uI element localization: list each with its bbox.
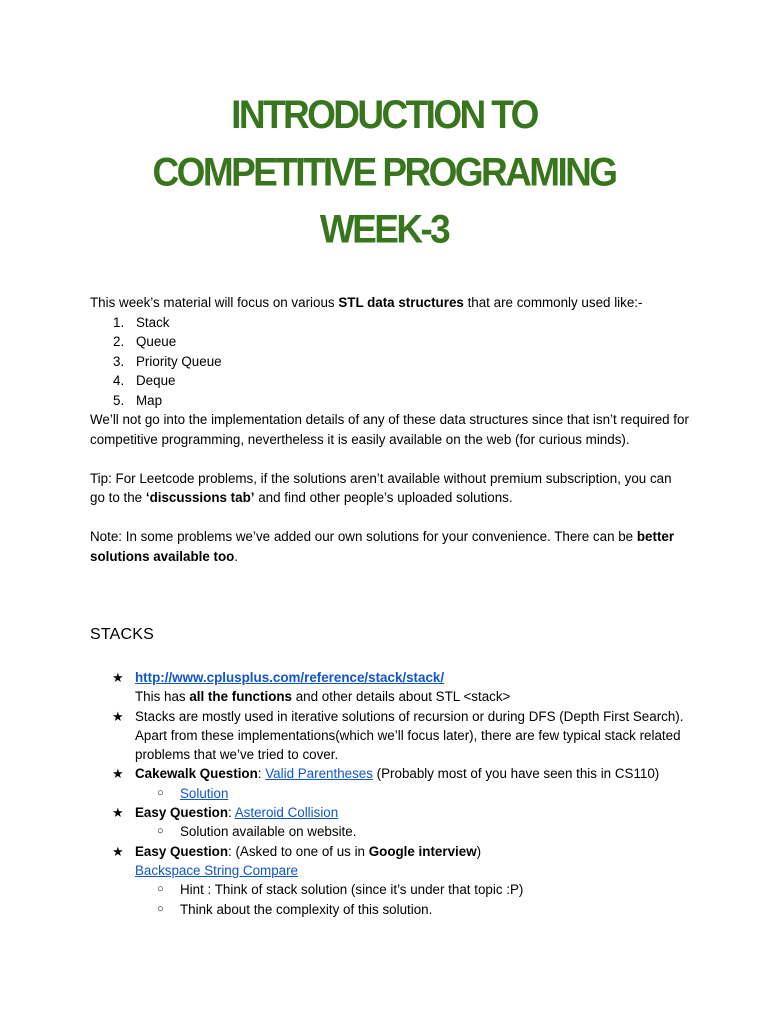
list-item: ★ http://www.cplusplus.com/reference/stack/stack/ This has all the functions and other details about STL <stack>: [112, 670, 511, 705]
list-item: ○ Solution available on website.: [90, 822, 690, 841]
solution-link[interactable]: Solution: [180, 785, 229, 801]
circle-bullet-icon: ○: [157, 902, 164, 915]
list-item: 1. Stack: [113, 314, 170, 330]
cplusplus-stack-link[interactable]: http://www.cplusplus.com/reference/stack/stack/: [135, 670, 445, 685]
circle-bullet-icon: ○: [157, 883, 164, 896]
circle-bullet-icon: ○: [157, 825, 164, 838]
circle-bullet-icon: ○: [157, 786, 164, 799]
star-bullet-icon: ★: [112, 670, 124, 685]
asteroid-collision-link[interactable]: Asteroid Collision: [234, 805, 339, 821]
list-item: 3. Priority Queue: [113, 353, 222, 369]
stacks-heading: STACKS: [90, 626, 155, 643]
stacks-list: [90, 668, 690, 919]
list-item: ★ Stacks are mostly used in iterative solutions of recursion or during DFS (Depth First Search). Apart from these implementations(which we’ll focus later), there are few typical stack related problems that we’ve tried to cover.: [112, 708, 684, 763]
list-item: 5. Map: [113, 392, 163, 408]
star-bullet-icon: ★: [112, 843, 124, 859]
title-line-1: INTRODUCTION TO: [231, 92, 537, 137]
list-item: ★ Easy Question: (Asked to one of us in Google interview) Backspace String Compare: [112, 843, 482, 878]
star-bullet-icon: ★: [112, 766, 124, 782]
title-line-3: WEEK-3: [319, 206, 449, 252]
backspace-string-compare-link[interactable]: Backspace String Compare: [135, 862, 298, 878]
tip-paragraph: Tip: For Leetcode problems, if the solutions aren’t available without premium subscription, you can go to the ‘discussions tab’ and find other people’s uploaded solutions.: [90, 470, 672, 505]
list-item: ○ Think about the complexity of this solution.: [90, 900, 690, 919]
list-item: [90, 784, 690, 803]
data-structure-list: [90, 313, 690, 411]
list-item: ○ Hint : Think of stack solution (since it’s under that topic :P): [90, 880, 690, 899]
intro-paragraph: This week’s material will focus on various STL data structures that are commonly used like:-: [90, 295, 643, 310]
star-bullet-icon: ★: [112, 805, 124, 821]
star-bullet-icon: ★: [112, 708, 124, 724]
list-item: 2. Queue: [113, 334, 177, 349]
page-title: [0, 86, 768, 258]
list-item: 4. Deque: [113, 373, 176, 388]
valid-parentheses-link[interactable]: Valid Parentheses: [265, 766, 373, 782]
list-item: ★ Easy Question: Asteroid Collision: [90, 803, 690, 822]
implementation-note: We’ll not go into the implementation details of any of these data structures since that isn’t required for competitive programming, nevertheless it is easily available on the web (for curious minds).: [90, 412, 689, 447]
title-line-2: COMPETITIVE PROGRAMING: [152, 149, 616, 194]
intro-section: [90, 293, 690, 566]
list-item: ★ Cakewalk Question: Valid Parentheses (Probably most of you have seen this in CS110): [90, 764, 690, 783]
note-paragraph: Note: In some problems we’ve added our own solutions for your convenience. There can be better solutions available too.: [90, 529, 675, 564]
